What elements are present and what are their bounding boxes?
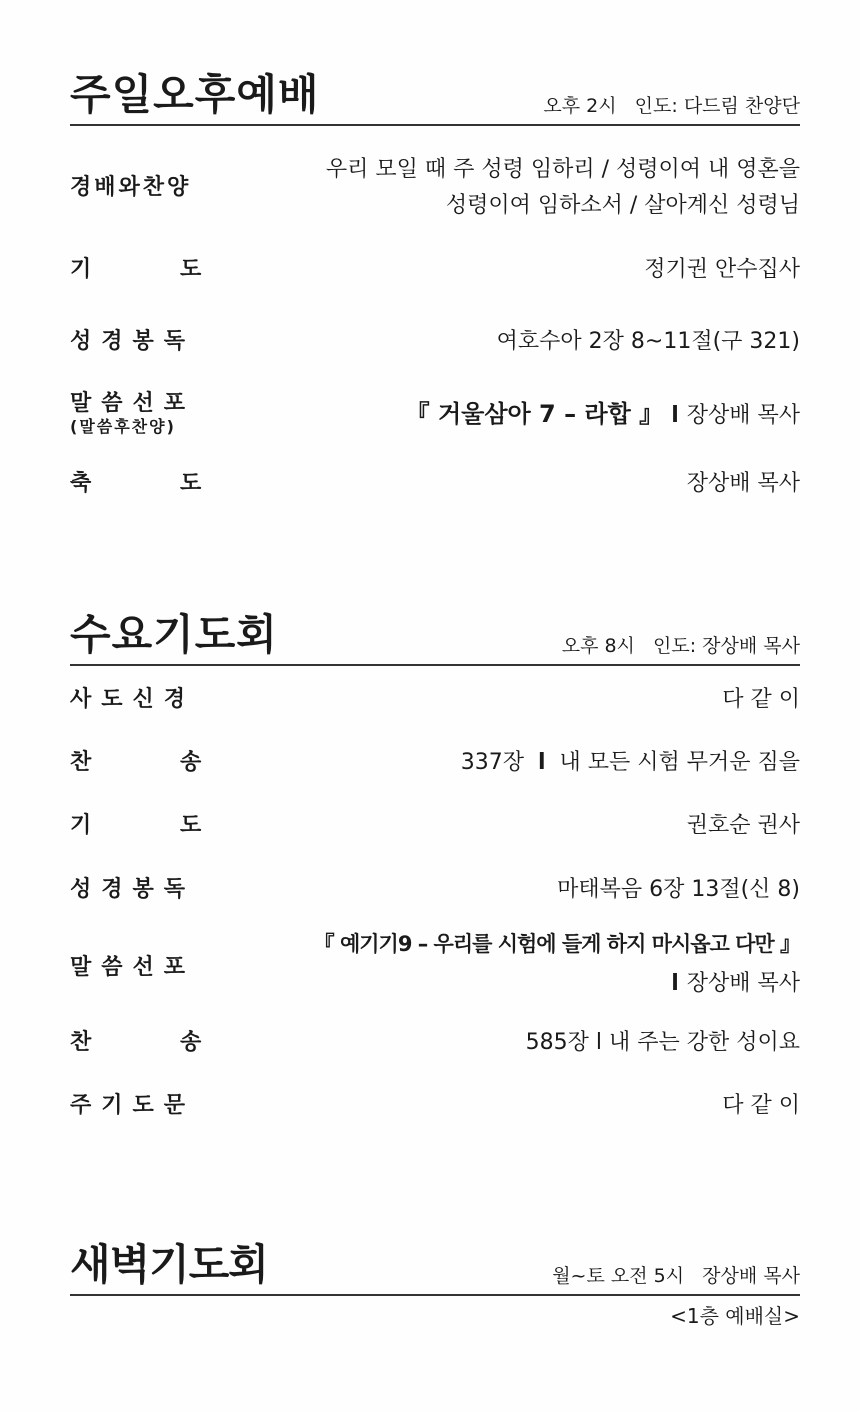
sermon-title: 『 예기기9 – 우리를 시험에 들게 하지 마시옵고 다만 』: [313, 932, 800, 956]
hymn-2-label-second: 송: [180, 1030, 212, 1055]
hymn-2-value: 585장 l 내 주는 강한 성이요: [525, 1030, 800, 1055]
dawn-prayer-header: [70, 1240, 800, 1296]
sermon-line: [406, 394, 800, 429]
lords-prayer-value: 다 같 이: [722, 1093, 800, 1118]
prayer-label-first: 기: [70, 813, 102, 838]
prayer-label-second: 도: [180, 813, 212, 838]
afternoon-service-meta: 오후 2시 인도: 다드림 찬양단: [543, 95, 800, 117]
sermon-title: 『 거울삼아 7 – 라합 』: [405, 400, 664, 428]
dawn-prayer-section: [70, 1240, 800, 1328]
prayer-leader: 권호순 권사: [686, 813, 800, 838]
afternoon-service-title: 주일오후예배: [70, 70, 320, 119]
prayer-row-wednesday: [70, 808, 800, 838]
sermon-label: 말씀선포: [70, 955, 196, 980]
reading-passage: 마태복음 6장 13절(신 8): [557, 877, 800, 902]
worship-line-2: 성령이여 임하소서 / 살아계신 성령님: [445, 193, 800, 218]
hymn-1-label-second: 송: [180, 750, 212, 775]
sermon-sub-label: (말씀후찬양): [70, 417, 176, 436]
sermon-preacher: 장상배 목사: [686, 403, 800, 428]
benediction-label-second: 도: [180, 471, 212, 496]
hymn-1-line: [461, 745, 800, 776]
worship-row: [70, 148, 800, 218]
afternoon-service-section: [70, 70, 800, 496]
sermon-label: 말씀선포: [70, 391, 196, 416]
worship-line-1: 우리 모일 때 주 성령 임하리 / 성령이여 내 영혼을: [325, 157, 800, 182]
sermon-preacher: 장상배 목사: [686, 971, 800, 996]
creed-label: 사도신경: [70, 687, 196, 712]
reading-row-wednesday: [70, 872, 800, 902]
prayer-label-first: 기: [70, 257, 102, 282]
reading-label: 성경봉독: [70, 329, 196, 354]
reading-label: 성경봉독: [70, 877, 196, 902]
dawn-prayer-title: 새벽기도회: [70, 1240, 268, 1289]
sermon-separator: l: [671, 971, 679, 996]
benediction-pastor: 장상배 목사: [686, 471, 800, 496]
prayer-leader: 정기권 안수집사: [644, 257, 800, 282]
hymn-1-separator: l: [537, 750, 546, 775]
creed-value: 다 같 이: [722, 687, 800, 712]
wednesday-prayer-meta: 오후 8시 인도: 장상배 목사: [561, 635, 800, 657]
benediction-label-first: 축: [70, 471, 102, 496]
lords-prayer-row: [70, 1088, 800, 1118]
creed-row: [70, 682, 800, 712]
dawn-location: <1층 예배실>: [670, 1304, 800, 1328]
hymn-1-title: 내 모든 시험 무거운 짐을: [559, 750, 800, 775]
afternoon-service-header: [70, 70, 800, 126]
hymn-1-number: 337장: [460, 750, 524, 775]
wednesday-prayer-header: [70, 610, 800, 666]
prayer-label-second: 도: [180, 257, 212, 282]
sermon-row: [70, 386, 800, 446]
hymn-2-label-first: 찬: [70, 1030, 102, 1055]
reading-row: [70, 324, 800, 354]
wednesday-prayer-title: 수요기도회: [70, 610, 278, 659]
hymn-1-label-first: 찬: [70, 750, 102, 775]
reading-passage: 여호수아 2장 8~11절(구 321): [496, 329, 800, 354]
dawn-prayer-meta: 월~토 오전 5시 장상배 목사: [552, 1265, 800, 1287]
wednesday-prayer-section: [70, 610, 800, 1118]
worship-label: 경배와찬양: [70, 175, 192, 200]
lords-prayer-label: 주기도문: [70, 1093, 196, 1118]
sermon-row-wednesday: [70, 928, 800, 998]
prayer-row: [70, 252, 800, 282]
dawn-location-row: [70, 1300, 800, 1328]
benediction-row: [70, 466, 800, 496]
sermon-separator: l: [671, 403, 679, 428]
hymn-2-row: [70, 1025, 800, 1055]
sermon-preacher-line: [663, 966, 800, 997]
hymn-1-row: [70, 745, 800, 775]
